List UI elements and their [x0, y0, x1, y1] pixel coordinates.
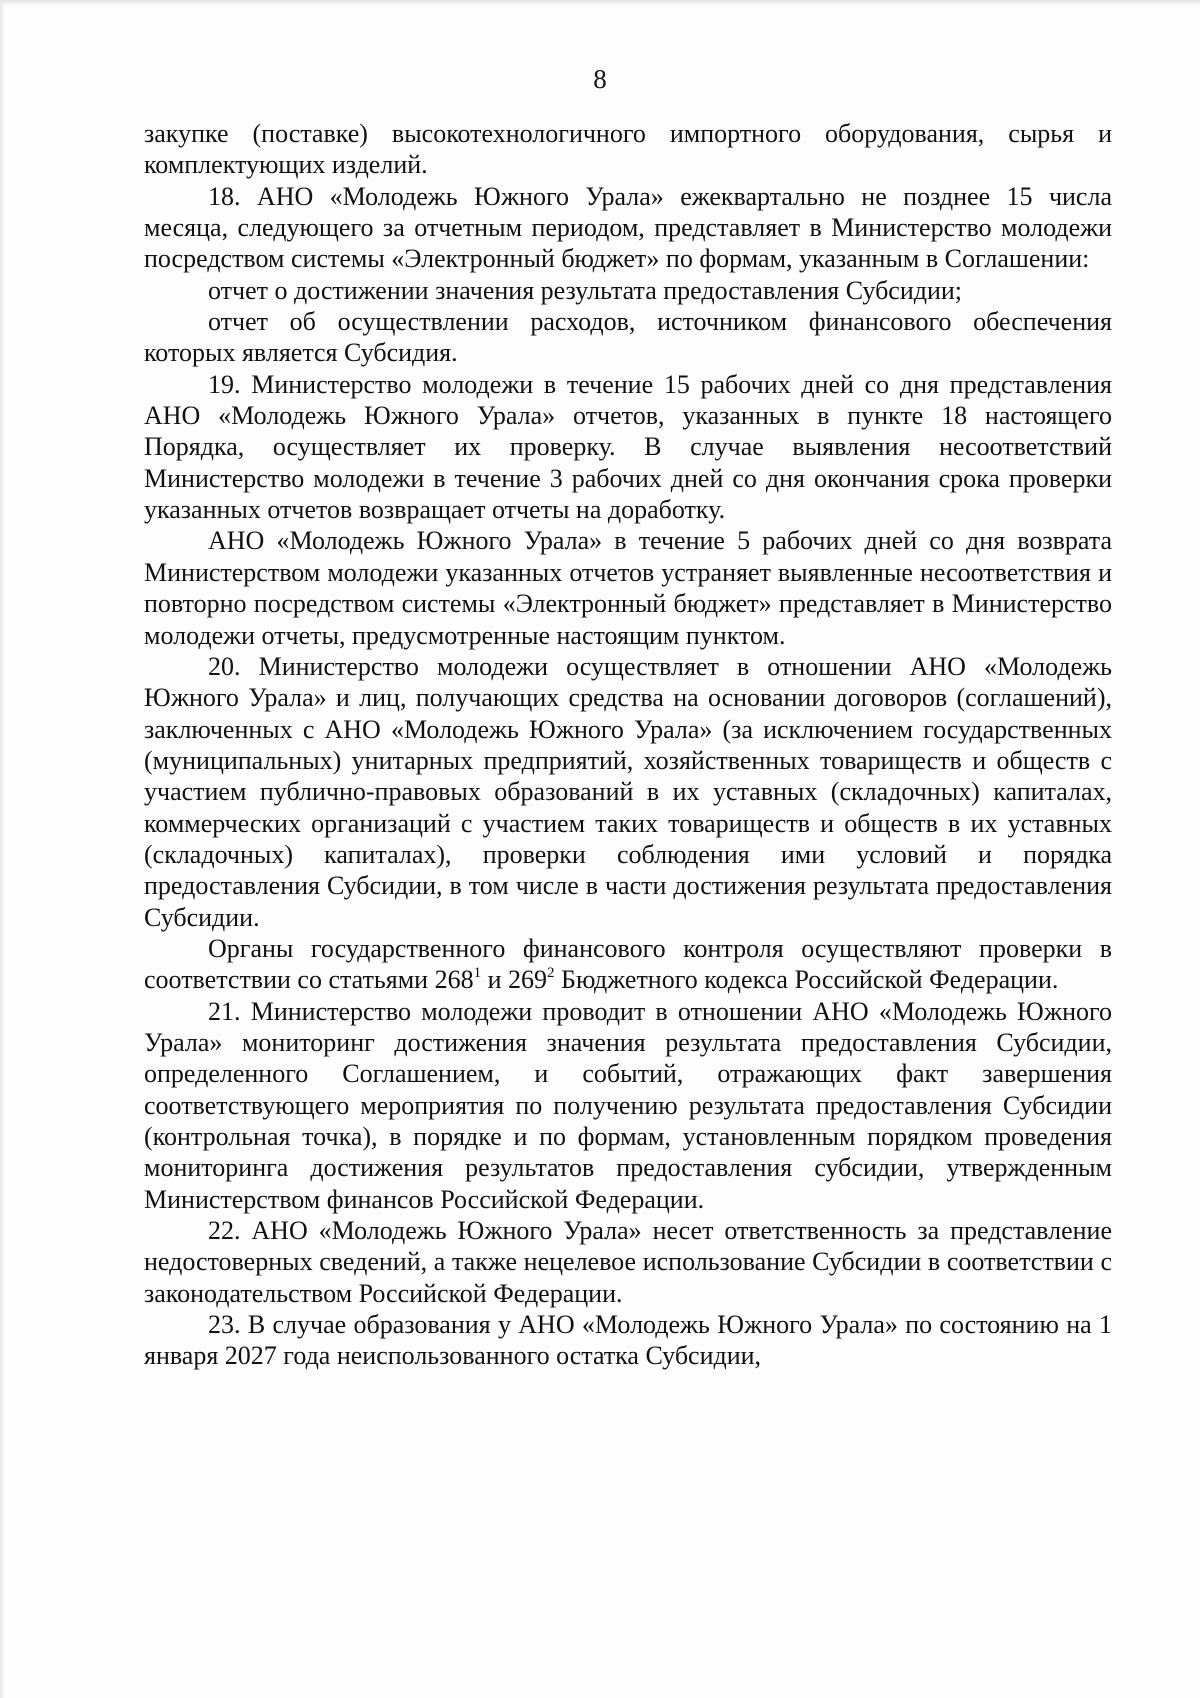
paragraph-continuation: закупке (поставке) высокотехнологичного импортного оборудования, сырья и комплектующих изделий. [144, 119, 1112, 180]
paragraph-18-report-expenses: отчет об осуществлении расходов, источником финансового обеспечения которых является Субсидия. [144, 307, 1112, 368]
paragraph-18-report-result: отчет о достижении значения результата предоставления Субсидии; [208, 275, 963, 305]
page-number: 8 [593, 64, 607, 94]
document-body [144, 118, 1112, 1372]
paragraph-19-return: АНО «Молодежь Южного Урала» в течение 5 рабочих дней со дня возврата Министерством молодежи указанных отчетов устраняет выявленные несоответствия и повторно посредством системы «Электронный бюджет» представляет в Министерство молодежи отчеты, предусмотренные настоящим пунктом. [144, 526, 1112, 650]
scan-edge-left [0, 0, 5, 1698]
control-text-after: Бюджетного кодекса Российской Федерации. [554, 965, 1059, 995]
paragraph-19: 19. Министерство молодежи в течение 15 рабочих дней со дня представления АНО «Молодежь Южного Урала» отчетов, указанных в пункте 18 настоящего Порядка, осуществляет их проверку. В случае выявления несоответствий Министерство молодежи в течение 3 рабочих дней со дня окончания срока проверки указанных отчетов возвращает отчеты на доработку. [144, 369, 1112, 525]
paragraph-20-financial-control [144, 933, 1112, 996]
paragraph-20: 20. Министерство молодежи осуществляет в отношении АНО «Молодежь Южного Урала» и лиц, получающих средства на основании договоров (соглашений), заключенных с АНО «Молодежь Южного Урала» (за исключением государственных (муниципальных) унитарных предприятий, хозяйственных товариществ и обществ с участием публично-правовых образований в их уставных (складочных) капиталах, коммерческих организаций с участием таких товариществ и обществ в их уставных (складочных) капиталах), проверки соблюдения ими условий и порядка предоставления Субсидии, в том числе в части достижения результата предоставления Субсидии. [144, 651, 1112, 932]
paragraph-18: 18. АНО «Молодежь Южного Урала» ежеквартально не позднее 15 числа месяца, следующего за отчетным периодом, представляет в Министерство молодежи посредством системы «Электронный бюджет» по формам, указанным в Соглашении: [144, 181, 1112, 274]
control-text-middle: и 269 [481, 965, 548, 995]
article-268-superscript: 1 [473, 964, 482, 981]
scan-edge-top [0, 0, 1200, 6]
article-269-superscript: 2 [547, 964, 555, 981]
paragraph-21: 21. Министерство молодежи проводит в отношении АНО «Молодежь Южного Урала» мониторинг достижения значения результата предоставления Субсидии, определенного Соглашением, и событий, отражающих факт завершения соответствующего мероприятия по получению результата предоставления Субсидии (контрольная точка), в порядке и по формам, установленным порядком проведения мониторинга достижения результатов предоставления субсидии, утвержденным Министерством финансов Российской Федерации. [144, 996, 1112, 1214]
paragraph-22: 22. АНО «Молодежь Южного Урала» несет ответственность за представление недостоверных сведений, а также нецелевое использование Субсидии в соответствии с законодательством Российской Федерации. [144, 1216, 1112, 1308]
control-text-before: Органы государственного финансового контроля осуществляют проверки в соответствии со статьями 268 [144, 933, 1112, 995]
paragraph-23: 23. В случае образования у АНО «Молодежь Южного Урала» по состоянию на 1 января 2027 года неиспользованного остатка Субсидии, [144, 1310, 1112, 1371]
